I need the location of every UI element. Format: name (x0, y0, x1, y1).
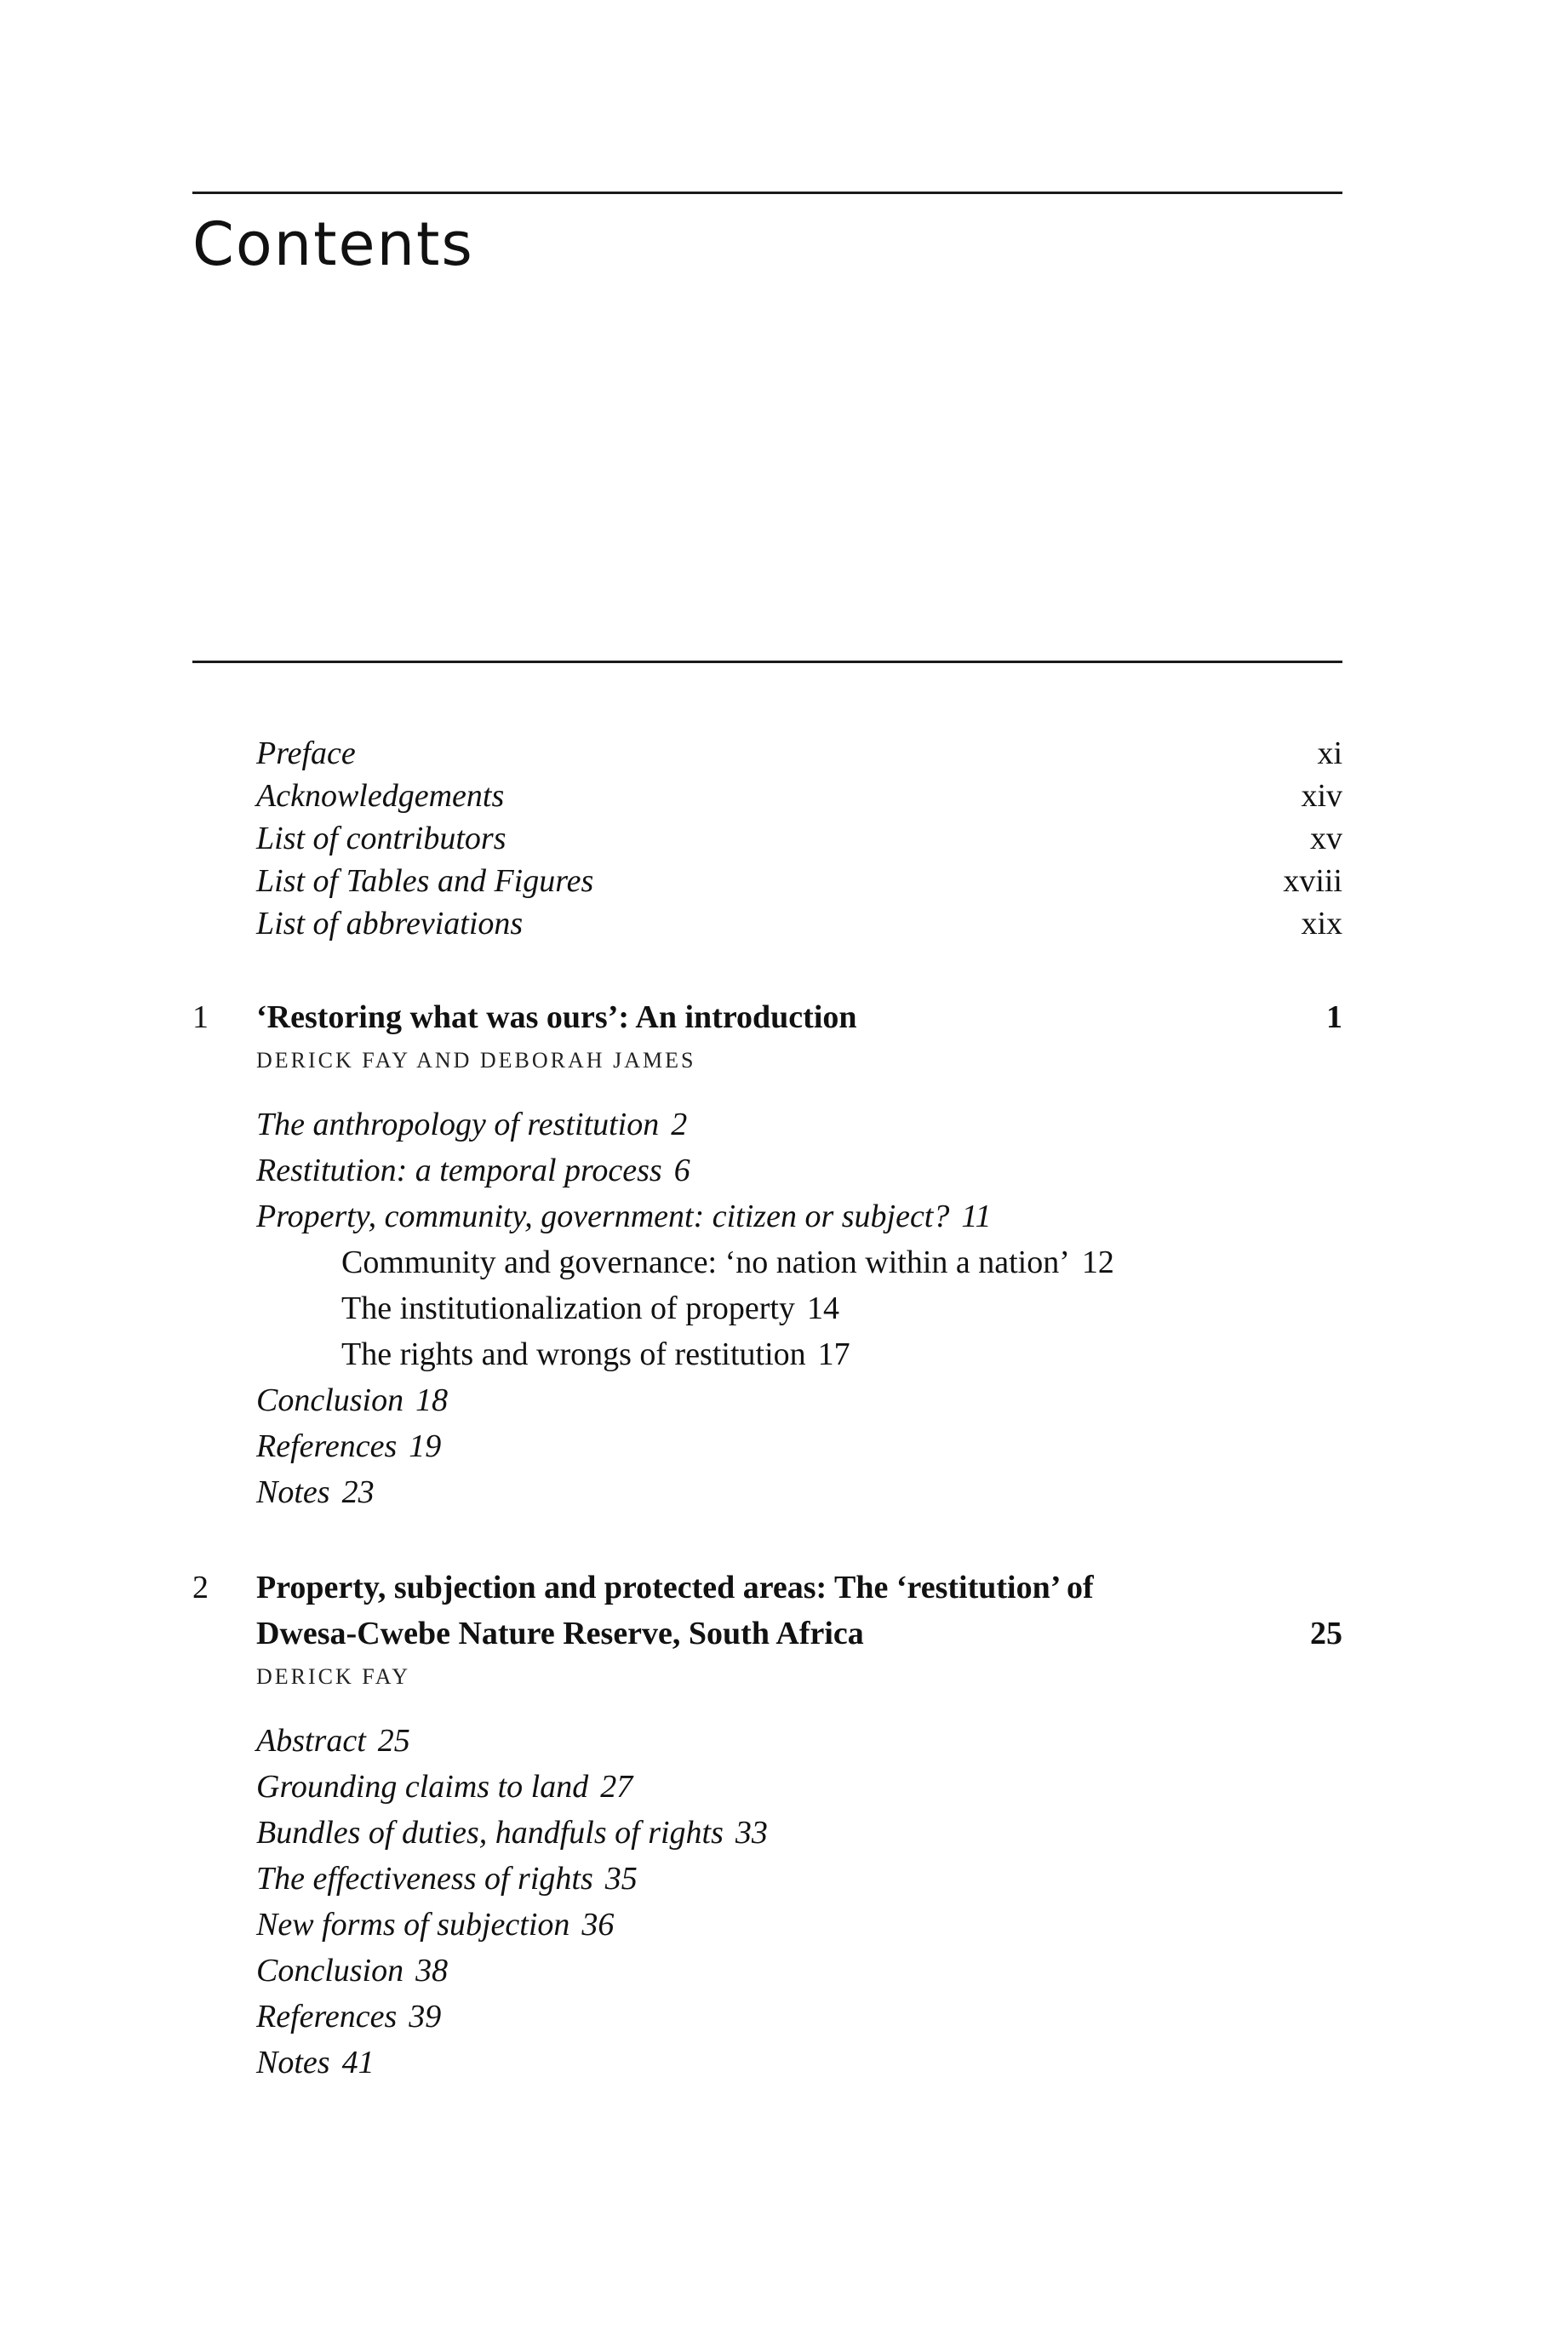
section-page: 25 (377, 1723, 410, 1759)
section-page: 23 (341, 1474, 375, 1510)
section-page: 35 (604, 1861, 638, 1897)
chapter-number: 1 (192, 999, 209, 1035)
section-title: Grounding claims to land (256, 1769, 589, 1805)
section-title: Notes (256, 2045, 330, 2080)
section-title: Restitution: a temporal process (256, 1153, 662, 1188)
section-title: New forms of subjection (256, 1907, 570, 1943)
chapter-heading[interactable] (192, 994, 1342, 1040)
section-divider-rule (192, 661, 1342, 663)
section-title: Conclusion (256, 1382, 404, 1418)
section-title: The institutionalization of property (341, 1290, 795, 1326)
section-entry[interactable] (256, 1810, 1342, 1856)
section-page: 2 (671, 1107, 688, 1142)
section-entry[interactable] (256, 2040, 1342, 2086)
section-entry[interactable] (256, 1193, 1342, 1239)
section-entry[interactable] (256, 1423, 1342, 1469)
chapter-title-line: Property, subjection and protected areas: The ‘restitution’ of (256, 1570, 1094, 1605)
front-matter-label: List of Tables and Figures (256, 863, 594, 899)
front-matter-item[interactable] (256, 817, 1342, 860)
page-title: Contents (192, 209, 474, 279)
section-entry[interactable] (256, 1764, 1342, 1810)
subsection-entry[interactable] (341, 1239, 1342, 1285)
section-entry[interactable] (256, 1994, 1342, 2040)
section-page: 6 (673, 1153, 690, 1188)
section-title: Property, community, government: citizen or subject? (256, 1199, 950, 1234)
section-page: 17 (817, 1336, 850, 1372)
subsection-entry[interactable] (341, 1331, 1342, 1377)
chapter-title-line: ‘Restoring what was ours’: An introduction (256, 999, 857, 1035)
chapter-page: 1 (1326, 999, 1342, 1035)
front-matter-item[interactable] (256, 775, 1342, 817)
section-page: 11 (961, 1199, 992, 1234)
section-page: 33 (735, 1815, 768, 1851)
section-title: Community and governance: ‘no nation within a nation’ (341, 1245, 1070, 1280)
section-page: 27 (600, 1769, 633, 1805)
section-title: Bundles of duties, handfuls of rights (256, 1815, 724, 1851)
section-page: 19 (409, 1428, 442, 1464)
section-title: References (256, 1999, 398, 2034)
chapter-title-line: Dwesa-Cwebe Nature Reserve, South Africa (256, 1616, 864, 1651)
section-page: 39 (409, 1999, 442, 2034)
front-matter-page: xi (1317, 735, 1342, 771)
section-title: Conclusion (256, 1953, 404, 1989)
subsection-entry[interactable] (341, 1285, 1342, 1331)
section-entry[interactable] (256, 1469, 1342, 1515)
section-title: References (256, 1428, 398, 1464)
section-page: 18 (415, 1382, 449, 1418)
chapter-page: 25 (1310, 1616, 1342, 1651)
section-page: 12 (1081, 1245, 1114, 1280)
section-title: Abstract (256, 1723, 366, 1759)
front-matter-list (256, 732, 1342, 945)
front-matter-page: xix (1301, 906, 1342, 941)
section-entry[interactable] (256, 1948, 1342, 1994)
section-entry[interactable] (256, 1856, 1342, 1902)
top-rule (192, 192, 1342, 194)
front-matter-item[interactable] (256, 732, 1342, 775)
chapter-number: 2 (192, 1570, 209, 1605)
chapter-1 (192, 994, 1342, 1515)
section-entry[interactable] (256, 1377, 1342, 1423)
front-matter-label: List of abbreviations (256, 906, 524, 941)
front-matter-item[interactable] (256, 860, 1342, 902)
chapter-authors: DERICK FAY AND DEBORAH JAMES (256, 1048, 696, 1073)
section-page: 14 (806, 1290, 839, 1326)
section-page: 38 (415, 1953, 449, 1989)
section-page: 36 (581, 1907, 615, 1943)
section-entry[interactable] (256, 1147, 1342, 1193)
front-matter-label: Acknowledgements (256, 778, 505, 814)
section-title: Notes (256, 1474, 330, 1510)
chapter-title (256, 1565, 1342, 1657)
section-entry[interactable] (256, 1718, 1342, 1764)
front-matter-page: xv (1310, 821, 1342, 856)
section-entry[interactable] (256, 1902, 1342, 1948)
front-matter-page: xviii (1283, 863, 1342, 899)
front-matter-page: xiv (1301, 778, 1342, 814)
front-matter-item[interactable] (256, 902, 1342, 945)
chapter-authors: DERICK FAY (256, 1664, 410, 1689)
section-title: The effectiveness of rights (256, 1861, 593, 1897)
chapter-sections (256, 1718, 1342, 2086)
chapter-title (256, 994, 1342, 1040)
chapter-heading[interactable] (192, 1565, 1342, 1657)
chapter-2 (192, 1565, 1342, 2086)
chapter-sections (256, 1102, 1342, 1515)
section-title: The rights and wrongs of restitution (341, 1336, 806, 1372)
section-entry[interactable] (256, 1102, 1342, 1147)
front-matter-label: Preface (256, 735, 356, 771)
section-title: The anthropology of restitution (256, 1107, 660, 1142)
section-page: 41 (341, 2045, 375, 2080)
front-matter-label: List of contributors (256, 821, 506, 856)
